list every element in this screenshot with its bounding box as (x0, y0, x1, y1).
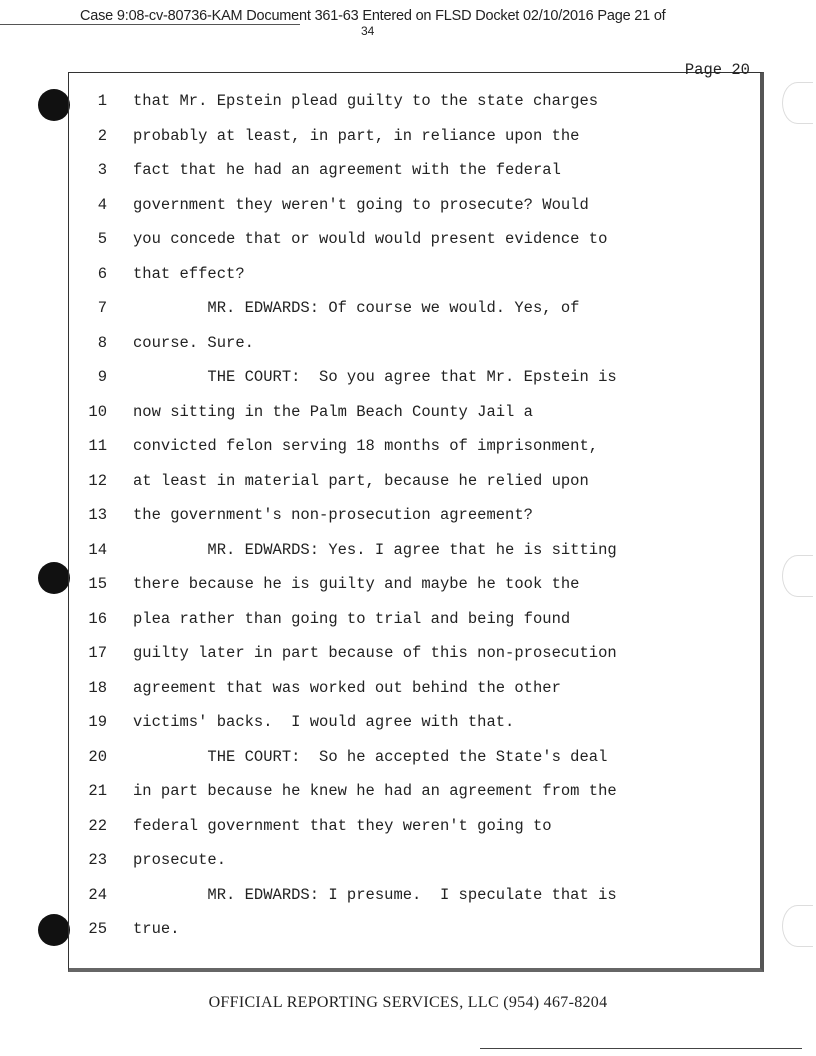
line-text: agreement that was worked out behind the other (133, 678, 561, 697)
line-number: 9 (97, 368, 107, 386)
line-number: 24 (88, 885, 107, 904)
line-number: 1 (97, 92, 107, 110)
line-number: 13 (88, 506, 107, 524)
line-text: plea rather than going to trial and being found (133, 609, 571, 628)
line-text: that Mr. Epstein plead guilty to the state charges (133, 92, 599, 110)
line-number: 7 (97, 299, 107, 317)
court-filing-page-total: 34 (361, 24, 375, 38)
line-text: guilty later in part because of this non-prosecution (133, 644, 617, 662)
punch-hole-icon (38, 562, 70, 594)
line-text: course. Sure. (133, 333, 254, 352)
line-text: there because he is guilty and maybe he took the (133, 575, 580, 593)
line-number: 22 (88, 816, 107, 835)
line-number: 3 (97, 161, 107, 179)
line-text: MR. EDWARDS: I presume. I speculate that is (133, 885, 617, 904)
line-text: in part because he knew he had an agreement from the (133, 782, 617, 800)
line-number: 19 (88, 713, 107, 731)
punch-hole-shadow-icon (782, 82, 813, 124)
line-text: victims' backs. I would agree with that. (133, 713, 515, 731)
reporter-footer: OFFICIAL REPORTING SERVICES, LLC (954) 467-8204 (208, 994, 608, 1011)
line-text: THE COURT: So he accepted the State's deal (133, 747, 608, 766)
punch-hole-shadow-icon (782, 905, 813, 947)
line-number: 23 (88, 851, 107, 869)
line-number: 14 (88, 540, 107, 559)
line-text: that effect? (133, 264, 245, 283)
line-number: 12 (88, 471, 107, 490)
line-text: MR. EDWARDS: Of course we would. Yes, of (133, 299, 580, 317)
line-text: you concede that or would would present evidence to (133, 230, 608, 248)
line-number: 11 (88, 437, 107, 455)
line-number: 21 (88, 782, 107, 800)
line-number: 4 (97, 195, 107, 214)
punch-hole-shadow-icon (782, 555, 813, 597)
line-number: 10 (88, 402, 107, 421)
line-number: 16 (88, 609, 107, 628)
line-text: THE COURT: So you agree that Mr. Epstein is (133, 368, 617, 386)
court-filing-header: Case 9:08-cv-80736-KAM Document 361-63 Entered on FLSD Docket 02/10/2016 Page 21 of (80, 8, 666, 24)
scan-top-rule (0, 24, 300, 25)
line-number: 25 (88, 920, 107, 938)
line-text: federal government that they weren't going to (133, 816, 552, 835)
line-number: 20 (88, 747, 107, 766)
line-text: the government's non-prosecution agreement? (133, 506, 533, 524)
punch-hole-icon (38, 914, 70, 946)
line-number: 2 (97, 126, 107, 145)
line-number: 8 (97, 333, 107, 352)
punch-hole-icon (38, 89, 70, 121)
line-text: probably at least, in part, in reliance upon the (133, 126, 580, 145)
line-number: 6 (97, 264, 107, 283)
line-text: MR. EDWARDS: Yes. I agree that he is sitting (133, 540, 617, 559)
line-text: prosecute. (133, 851, 227, 869)
transcript-page-number: Page 20 (684, 61, 750, 79)
line-text: fact that he had an agreement with the federal (133, 161, 561, 179)
transcript-page-frame (68, 61, 764, 972)
line-text: government they weren't going to prosecute? Would (133, 195, 589, 214)
scan-bottom-rule (480, 1048, 802, 1049)
line-number: 18 (88, 678, 107, 697)
line-text: at least in material part, because he relied upon (133, 471, 589, 490)
line-number: 5 (97, 230, 107, 248)
line-text: convicted felon serving 18 months of imprisonment, (133, 437, 599, 455)
line-text: now sitting in the Palm Beach County Jail a (133, 402, 533, 421)
line-number: 17 (88, 644, 107, 662)
line-text: true. (133, 920, 180, 938)
line-number: 15 (88, 575, 107, 593)
